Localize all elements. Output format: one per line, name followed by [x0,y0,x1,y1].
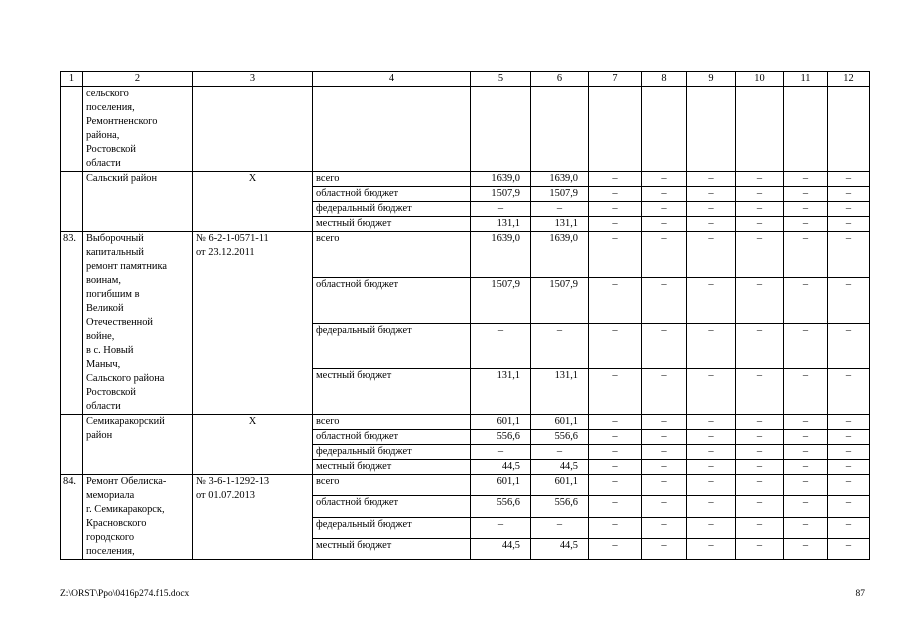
value-col10: – [736,217,784,232]
object-name-line: Красновского [86,518,147,529]
value-col5 [471,87,531,172]
document-ref [193,87,313,172]
document-ref-line: от 01.07.2013 [196,490,255,501]
value-col10: – [736,187,784,202]
value-col7: – [589,517,642,538]
value-col5: 1639,0 [471,172,531,187]
object-name-line: района, [86,130,120,141]
value-col11: – [784,415,828,430]
value-col11: – [784,496,828,517]
value-col9: – [687,430,736,445]
object-name [83,232,193,415]
value-col7: – [589,217,642,232]
object-name-line: погибшим в [86,289,140,300]
object-name-line: Семикаракорский [86,416,165,427]
value-col10: – [736,369,784,415]
value-col7 [589,87,642,172]
value-col11: – [784,217,828,232]
row-number: 84. [61,475,83,560]
object-name [83,172,193,232]
value-col7: – [589,369,642,415]
row-number [61,87,83,172]
funding-source: областной бюджет [313,430,471,445]
value-col9: – [687,277,736,323]
column-header: 12 [828,72,870,87]
column-header: 4 [313,72,471,87]
object-name [83,475,193,560]
value-col6: 131,1 [531,369,589,415]
value-col12: – [828,217,870,232]
object-name-line: области [86,401,121,412]
value-col8: – [642,496,687,517]
row-number [61,415,83,475]
column-header: 5 [471,72,531,87]
value-col6: 556,6 [531,496,589,517]
value-col12: – [828,277,870,323]
column-header: 10 [736,72,784,87]
value-col12: – [828,496,870,517]
value-col5: – [471,202,531,217]
object-name-line: район [86,430,113,441]
funding-source: местный бюджет [313,460,471,475]
value-col10: – [736,475,784,496]
value-col9: – [687,217,736,232]
object-name-line: войне, [86,331,115,342]
value-col10: – [736,538,784,559]
value-col9: – [687,369,736,415]
value-col9 [687,87,736,172]
value-col8: – [642,369,687,415]
value-col8: – [642,415,687,430]
value-col11: – [784,202,828,217]
value-col11: – [784,232,828,278]
value-col11: – [784,517,828,538]
value-col10: – [736,430,784,445]
value-col6: 1507,9 [531,187,589,202]
table-row [61,232,870,278]
value-col9: – [687,202,736,217]
value-col5: 1507,9 [471,187,531,202]
document-ref-line: № 3-6-1-1292-13 [196,476,270,487]
column-header: 1 [61,72,83,87]
budget-table [60,71,870,560]
document-ref-line: от 23.12.2011 [196,247,255,258]
value-col6: 556,6 [531,430,589,445]
funding-source: федеральный бюджет [313,445,471,460]
funding-source: всего [313,232,471,278]
value-col11: – [784,369,828,415]
funding-source: областной бюджет [313,496,471,517]
value-col11: – [784,323,828,369]
value-col11: – [784,277,828,323]
object-name-line: поселения, [86,102,135,113]
funding-source: федеральный бюджет [313,517,471,538]
document-ref-line: X [248,416,257,427]
value-col7: – [589,445,642,460]
value-col7: – [589,475,642,496]
document-ref [193,232,313,415]
value-col6: 44,5 [531,460,589,475]
column-header: 11 [784,72,828,87]
value-col6: 601,1 [531,415,589,430]
object-name-line: Маныч, [86,359,121,370]
object-name-line: Ремонт Обелиска- [86,476,167,487]
value-col7: – [589,496,642,517]
value-col12: – [828,369,870,415]
object-name-line: г. Семикаракорск, [86,504,165,515]
value-col10: – [736,496,784,517]
value-col12: – [828,445,870,460]
value-col10: – [736,277,784,323]
funding-source: всего [313,172,471,187]
value-col7: – [589,415,642,430]
funding-source: федеральный бюджет [313,202,471,217]
value-col8: – [642,187,687,202]
object-name-line: Ростовской [86,144,136,155]
funding-source [313,87,471,172]
table-row [61,87,870,172]
value-col8: – [642,202,687,217]
object-name-line: капитальный [86,247,144,258]
value-col7: – [589,277,642,323]
value-col5: – [471,517,531,538]
value-col10: – [736,172,784,187]
document-ref [193,415,313,475]
value-col9: – [687,538,736,559]
column-header: 8 [642,72,687,87]
column-header: 9 [687,72,736,87]
value-col12: – [828,517,870,538]
funding-source: местный бюджет [313,217,471,232]
funding-source: местный бюджет [313,538,471,559]
column-header: 3 [193,72,313,87]
object-name [83,415,193,475]
document-ref [193,172,313,232]
object-name-line: Ремонтненского [86,116,158,127]
value-col9: – [687,232,736,278]
value-col10: – [736,445,784,460]
value-col8: – [642,323,687,369]
row-number [61,172,83,232]
table-row [61,475,870,496]
value-col7: – [589,172,642,187]
value-col6: 1507,9 [531,277,589,323]
value-col11: – [784,187,828,202]
value-col8: – [642,538,687,559]
value-col6: – [531,202,589,217]
value-col6: 601,1 [531,475,589,496]
value-col9: – [687,172,736,187]
object-name-line: городского [86,532,135,543]
object-name-line: в с. Новый [86,345,134,356]
footer-file-path: Z:\ORST\Ppo\0416p274.f15.docx [60,589,190,599]
funding-source: областной бюджет [313,277,471,323]
column-header: 2 [83,72,193,87]
value-col12: – [828,323,870,369]
value-col11: – [784,475,828,496]
value-col7: – [589,187,642,202]
value-col11 [784,87,828,172]
footer-page-number: 87 [855,589,865,599]
document-ref-line: № 6-2-1-0571-11 [196,233,269,244]
value-col6: 1639,0 [531,172,589,187]
value-col11: – [784,460,828,475]
value-col10: – [736,232,784,278]
object-name [83,87,193,172]
value-col5: 131,1 [471,369,531,415]
value-col7: – [589,202,642,217]
value-col6: 1639,0 [531,232,589,278]
value-col9: – [687,460,736,475]
column-header: 6 [531,72,589,87]
value-col8: – [642,277,687,323]
value-col8: – [642,475,687,496]
value-col8 [642,87,687,172]
value-col12: – [828,232,870,278]
value-col11: – [784,172,828,187]
value-col10: – [736,460,784,475]
object-name-line: Выборочный [86,233,144,244]
object-name-line: области [86,158,121,169]
row-number: 83. [61,232,83,415]
value-col5: 1507,9 [471,277,531,323]
value-col9: – [687,496,736,517]
value-col9: – [687,475,736,496]
object-name-line: Великой [86,303,124,314]
funding-source: всего [313,475,471,496]
value-col5: 1639,0 [471,232,531,278]
value-col9: – [687,187,736,202]
value-col10: – [736,323,784,369]
object-name-line: сельского [86,88,129,99]
value-col12 [828,87,870,172]
value-col11: – [784,538,828,559]
value-col7: – [589,538,642,559]
value-col10: – [736,517,784,538]
value-col9: – [687,445,736,460]
value-col8: – [642,232,687,278]
value-col6: – [531,445,589,460]
value-col7: – [589,430,642,445]
value-col5: – [471,445,531,460]
value-col12: – [828,172,870,187]
funding-source: федеральный бюджет [313,323,471,369]
object-name-line: Сальского района [86,373,165,384]
value-col12: – [828,475,870,496]
value-col8: – [642,445,687,460]
value-col5: – [471,323,531,369]
value-col12: – [828,538,870,559]
object-name-line: Отечественной [86,317,153,328]
value-col10: – [736,202,784,217]
object-name-line: ремонт памятника [86,261,167,272]
value-col5: 556,6 [471,496,531,517]
funding-source: всего [313,415,471,430]
value-col5: 556,6 [471,430,531,445]
value-col11: – [784,430,828,445]
object-name-line: Ростовской [86,387,136,398]
header-row [61,72,870,87]
value-col7: – [589,232,642,278]
value-col5: 601,1 [471,415,531,430]
funding-source: областной бюджет [313,187,471,202]
object-name-line: Сальский район [86,173,158,184]
value-col7: – [589,460,642,475]
value-col7: – [589,323,642,369]
value-col5: 44,5 [471,538,531,559]
value-col10 [736,87,784,172]
document-ref [193,475,313,560]
value-col10: – [736,415,784,430]
value-col12: – [828,415,870,430]
value-col5: 44,5 [471,460,531,475]
value-col9: – [687,415,736,430]
value-col9: – [687,517,736,538]
value-col8: – [642,217,687,232]
table-row [61,415,870,430]
object-name-line: поселения, [86,546,135,557]
value-col11: – [784,445,828,460]
value-col6: – [531,517,589,538]
document-ref-line: X [248,173,257,184]
value-col6: 44,5 [531,538,589,559]
value-col8: – [642,430,687,445]
value-col12: – [828,460,870,475]
value-col8: – [642,172,687,187]
value-col12: – [828,187,870,202]
value-col5: 601,1 [471,475,531,496]
value-col6: 131,1 [531,217,589,232]
value-col6: – [531,323,589,369]
table-row [61,172,870,187]
funding-source: местный бюджет [313,369,471,415]
object-name-line: воинам, [86,275,121,286]
value-col12: – [828,202,870,217]
value-col6 [531,87,589,172]
value-col8: – [642,517,687,538]
object-name-line: мемориала [86,490,135,501]
value-col12: – [828,430,870,445]
value-col5: 131,1 [471,217,531,232]
value-col8: – [642,460,687,475]
value-col9: – [687,323,736,369]
column-header: 7 [589,72,642,87]
